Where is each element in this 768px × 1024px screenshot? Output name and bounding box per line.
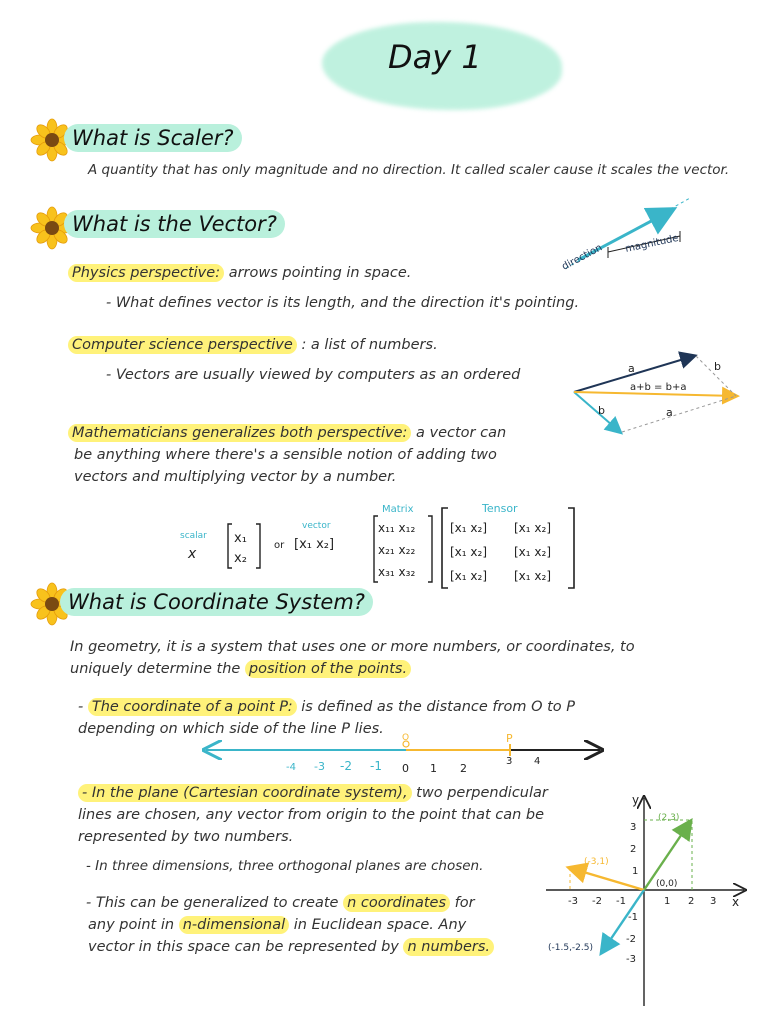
cs-sub: - Vectors are usually viewed by computers as an ordered <box>106 367 521 383</box>
svg-text:x₁: x₁ <box>234 531 247 546</box>
svg-text:x₃₁ x₃₂: x₃₁ x₃₂ <box>378 565 416 579</box>
svg-text:1: 1 <box>664 896 671 907</box>
point-2-3-label: (2,3) <box>658 813 680 823</box>
physics-line <box>68 262 411 284</box>
gen-line3: vector in this space can be represented by n numbers. <box>88 936 494 958</box>
svg-text:-2: -2 <box>626 934 636 945</box>
math-line3: vectors and multiplying vector by a number. <box>74 469 397 485</box>
svg-text:0: 0 <box>402 762 409 775</box>
svg-text:3: 3 <box>710 896 717 907</box>
math-line2: be anything where there's a sensible notion of adding two <box>74 447 497 463</box>
svg-text:-1: -1 <box>370 759 382 773</box>
fig-sum-label: a+b = b+a <box>630 382 687 393</box>
svg-text:2: 2 <box>688 896 695 907</box>
svg-text:3: 3 <box>630 822 637 833</box>
fig-a-top: a <box>628 362 635 375</box>
cs-line <box>68 334 438 356</box>
svg-text:2: 2 <box>630 844 637 855</box>
svg-text:x₂₁ x₂₂: x₂₁ x₂₂ <box>378 543 416 557</box>
fig-a-bottom: a <box>666 406 673 419</box>
svg-text:-3: -3 <box>314 760 325 773</box>
plane-line3: represented by two numbers. <box>78 829 294 845</box>
svg-text:-3: -3 <box>626 954 636 965</box>
three-d-line: - In three dimensions, three orthogonal planes are chosen. <box>86 858 484 874</box>
vector-heading: What is the Vector? <box>64 212 285 236</box>
svg-text:x₂: x₂ <box>234 551 247 566</box>
svg-text:1: 1 <box>430 762 437 775</box>
p-label: P <box>506 732 513 745</box>
physics-text: arrows pointing in space. <box>228 265 412 281</box>
number-line <box>200 730 612 778</box>
fig-magnitude-label: magnitude <box>624 232 680 255</box>
coord-intro2: uniquely determine the position of the points. <box>70 658 411 680</box>
scalar-heading: What is Scaler? <box>64 126 242 150</box>
page-title: Day 1 <box>388 38 482 76</box>
svg-text:[x₁ x₂]: [x₁ x₂] <box>450 545 488 559</box>
origin-point-label: (0,0) <box>656 879 678 889</box>
physics-sub: - What defines vector is its length, and the direction it's pointing. <box>106 295 580 311</box>
vector-label: vector <box>302 521 331 531</box>
scalar-symbol: x <box>188 546 197 562</box>
or-label: or <box>274 540 285 551</box>
svg-text:[x₁ x₂]: [x₁ x₂] <box>514 545 552 559</box>
svg-text:-2: -2 <box>340 759 352 773</box>
fig-b-top: b <box>714 360 721 373</box>
svg-text:[x₁ x₂]: [x₁ x₂] <box>450 569 488 583</box>
svg-text:3: 3 <box>506 756 513 767</box>
svg-text:x₁₁ x₁₂: x₁₁ x₁₂ <box>378 521 416 535</box>
matrix-label: Matrix <box>382 504 414 515</box>
svg-text:[x₁ x₂]: [x₁ x₂] <box>450 521 488 535</box>
point-line1: - The coordinate of a point P: is defined as the distance from O to P <box>78 699 575 715</box>
gen-line2: any point in n-dimensional in Euclidean space. Any <box>88 917 467 933</box>
fig-direction-label: direction <box>560 242 605 273</box>
cartesian-plot <box>540 790 750 1012</box>
coord-heading: What is Coordinate System? <box>60 590 373 614</box>
tensor-figure <box>170 496 580 592</box>
scalar-label: scalar <box>180 531 207 541</box>
plane-line1: - In the plane (Cartesian coordinate system), two perpendicular <box>78 782 548 804</box>
svg-text:4: 4 <box>534 756 541 767</box>
vector-addition-figure <box>566 346 746 442</box>
point-neg3-1-label: (-3,1) <box>584 857 609 867</box>
svg-text:[x₁ x₂]: [x₁ x₂] <box>514 521 552 535</box>
fig-b-bottom: b <box>598 404 605 417</box>
physics-label: Physics perspective: <box>68 264 224 282</box>
row-vector: [x₁ x₂] <box>294 537 335 552</box>
cs-text: : a list of numbers. <box>301 337 438 353</box>
plane-line2: lines are chosen, any vector from origin to the point that can be <box>78 807 545 823</box>
svg-text:1: 1 <box>632 866 639 877</box>
svg-text:-2: -2 <box>592 896 602 907</box>
x-axis-label: x <box>732 895 740 909</box>
y-axis-label: y <box>632 793 640 807</box>
svg-text:-4: -4 <box>286 762 296 773</box>
origin-label: O <box>402 733 410 743</box>
math-label: Mathematicians generalizes both perspective: <box>68 424 411 442</box>
svg-text:-1: -1 <box>616 896 626 907</box>
svg-text:2: 2 <box>460 762 467 775</box>
svg-text:[x₁ x₂]: [x₁ x₂] <box>514 569 552 583</box>
math-line1: Mathematicians generalizes both perspective: a vector can <box>68 422 506 444</box>
point-neg1.5-neg2.5-label: (-1.5,-2.5) <box>548 943 594 953</box>
coord-intro1: In geometry, it is a system that uses one or more numbers, or coordinates, to <box>70 639 635 655</box>
tensor-label: Tensor <box>482 502 518 515</box>
svg-text:-1: -1 <box>628 912 638 923</box>
cs-label: Computer science perspective <box>68 336 297 354</box>
gen-line1: - This can be generalized to create n coordinates for <box>86 895 475 911</box>
scalar-text: A quantity that has only magnitude and no direction. It called scaler cause it scales the vector. <box>88 162 730 178</box>
svg-text:-3: -3 <box>568 896 578 907</box>
direction-magnitude-figure <box>556 192 696 282</box>
point-line2: depending on which side of the line P lies. <box>78 721 384 737</box>
